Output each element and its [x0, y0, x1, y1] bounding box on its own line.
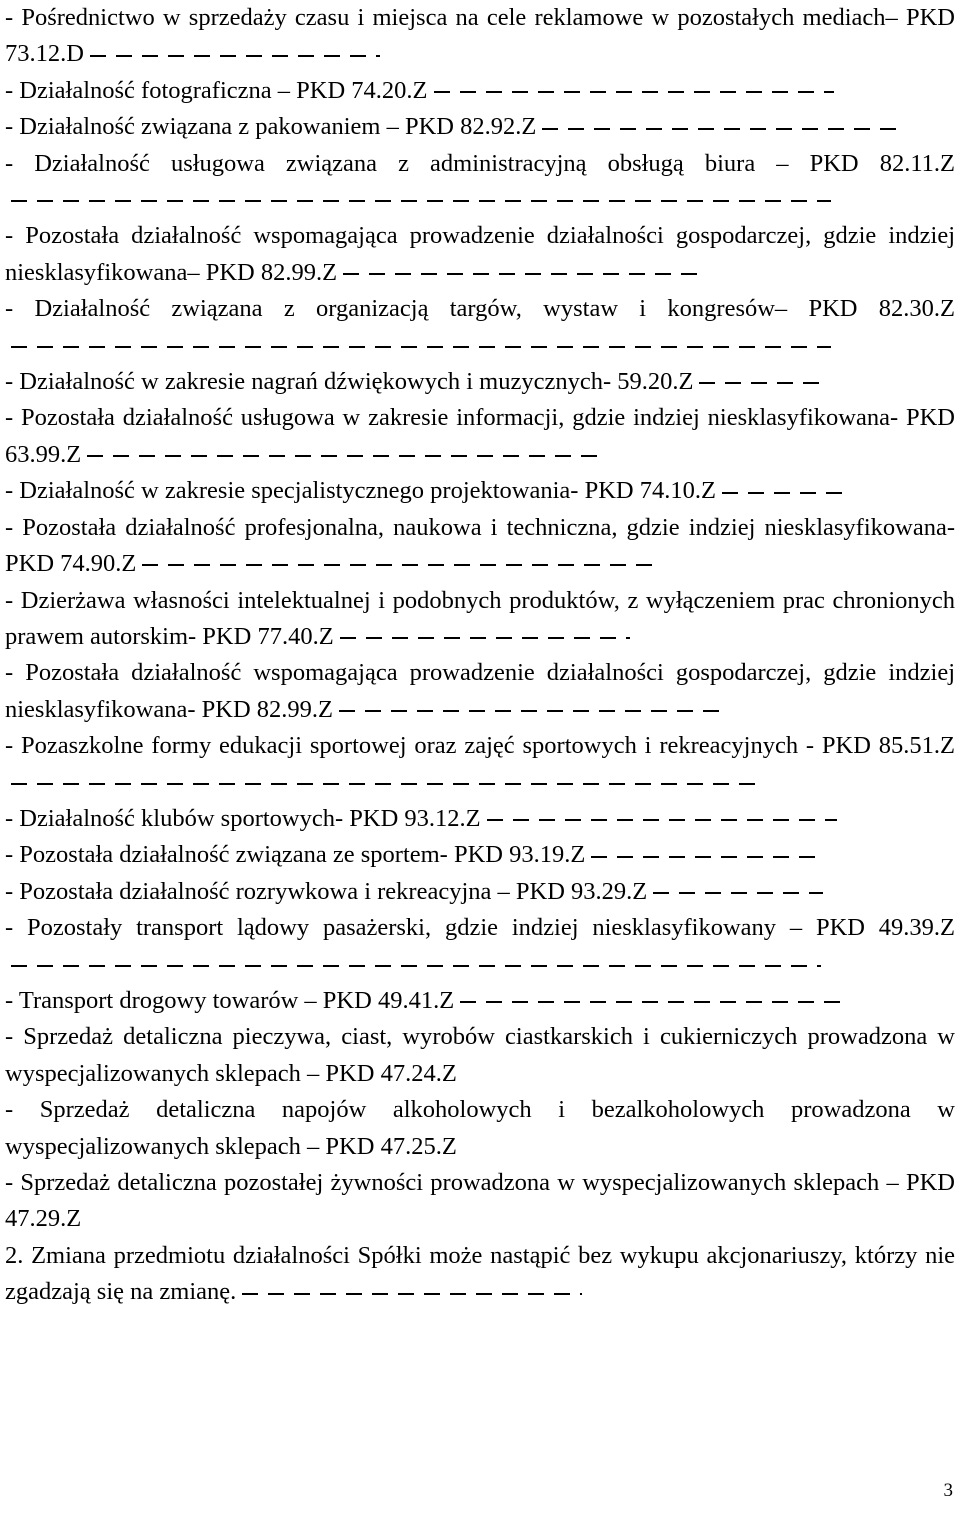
- list-item: - Działalność związana z pakowaniem – PKD 82.92.Z: [5, 109, 955, 145]
- closing-paragraph: 2. Zmiana przedmiotu działalności Spółki może nastąpić bez wykupu akcjonariuszy, którzy nie zgadzają się na zmianę.: [5, 1241, 955, 1306]
- list-item: - Dzierżawa własności intelektualnej i podobnych produktów, z wyłączeniem prac chronionych prawem autorskim- PKD 77.40.Z: [5, 586, 955, 650]
- dash-filler: [242, 1293, 582, 1295]
- dash-filler: [11, 200, 831, 202]
- list-item: - Sprzedaż detaliczna pieczywa, ciast, wyrobów ciastkarskich i cukierniczych prowadzona w wyspecjalizowanych sklepach – PKD 47.24.Z: [5, 1023, 955, 1087]
- list-item: - Pozostała działalność związana ze sportem- PKD 93.19.Z: [5, 837, 955, 873]
- list-item: - Pozostała działalność usługowa w zakresie informacji, gdzie indziej niesklasyfikowana- PKD 63.99.Z: [5, 404, 955, 468]
- list-item: - Pozostała działalność wspomagająca prowadzenie działalności gospodarczej, gdzie indziej niesklasyfikowana– PKD 82.99.Z: [5, 222, 955, 286]
- dash-filler: [90, 55, 380, 57]
- dash-filler: [591, 856, 821, 858]
- page-number: 3: [943, 1480, 953, 1501]
- dash-filler: [722, 492, 842, 494]
- dash-filler: [542, 128, 902, 130]
- dash-filler: [142, 564, 662, 566]
- list-item: - Sprzedaż detaliczna pozostałej żywności prowadzona w wyspecjalizowanych sklepach – PKD 47.29.Z: [5, 1169, 955, 1233]
- dash-filler: [11, 783, 761, 785]
- list-item: - Pozostała działalność profesjonalna, naukowa i techniczna, gdzie indziej niesklasyfikowana- PKD 74.90.Z: [5, 513, 955, 578]
- list-item: - Działalność usługowa związana z administracyjną obsługą biura – PKD 82.11.Z: [5, 146, 955, 219]
- document-page: [5, 0, 955, 1311]
- dash-filler: [339, 710, 719, 712]
- dash-filler: [653, 892, 823, 894]
- list-item: - Pozostała działalność rozrywkowa i rekreacyjna – PKD 93.29.Z: [5, 874, 955, 910]
- list-item: - Pozaszkolne formy edukacji sportowej oraz zajęć sportowych i rekreacyjnych - PKD 85.51.Z: [5, 728, 955, 801]
- list-item: - Pozostała działalność wspomagająca prowadzenie działalności gospodarczej, gdzie indziej niesklasyfikowana- PKD 82.99.Z: [5, 659, 955, 723]
- dash-filler: [87, 455, 607, 457]
- dash-filler: [460, 1001, 850, 1003]
- dash-filler: [699, 382, 829, 384]
- list-item: - Działalność związana z organizacją targów, wystaw i kongresów– PKD 82.30.Z: [5, 291, 955, 364]
- list-item: - Sprzedaż detaliczna napojów alkoholowych i bezalkoholowych prowadzona w wyspecjalizowanych sklepach – PKD 47.25.Z: [5, 1096, 955, 1160]
- list-item: - Działalność w zakresie specjalistycznego projektowania- PKD 74.10.Z: [5, 473, 955, 509]
- list-item: - Działalność w zakresie nagrań dźwiękowych i muzycznych- 59.20.Z: [5, 364, 955, 400]
- list-item: - Transport drogowy towarów – PKD 49.41.Z: [5, 983, 955, 1019]
- list-item: - Działalność fotograficzna – PKD 74.20.Z: [5, 73, 955, 109]
- dash-filler: [11, 346, 831, 348]
- dash-filler: [11, 965, 821, 967]
- list-item: - Działalność klubów sportowych- PKD 93.12.Z: [5, 801, 955, 837]
- dash-filler: [340, 637, 630, 639]
- dash-filler: [434, 91, 834, 93]
- list-item: - Pośrednictwo w sprzedaży czasu i miejsca na cele reklamowe w pozostałych mediach– PKD 73.12.D: [5, 4, 955, 68]
- list-item: - Pozostały transport lądowy pasażerski, gdzie indziej niesklasyfikowany – PKD 49.39.Z: [5, 910, 955, 983]
- dash-filler: [487, 819, 837, 821]
- dash-filler: [343, 273, 703, 275]
